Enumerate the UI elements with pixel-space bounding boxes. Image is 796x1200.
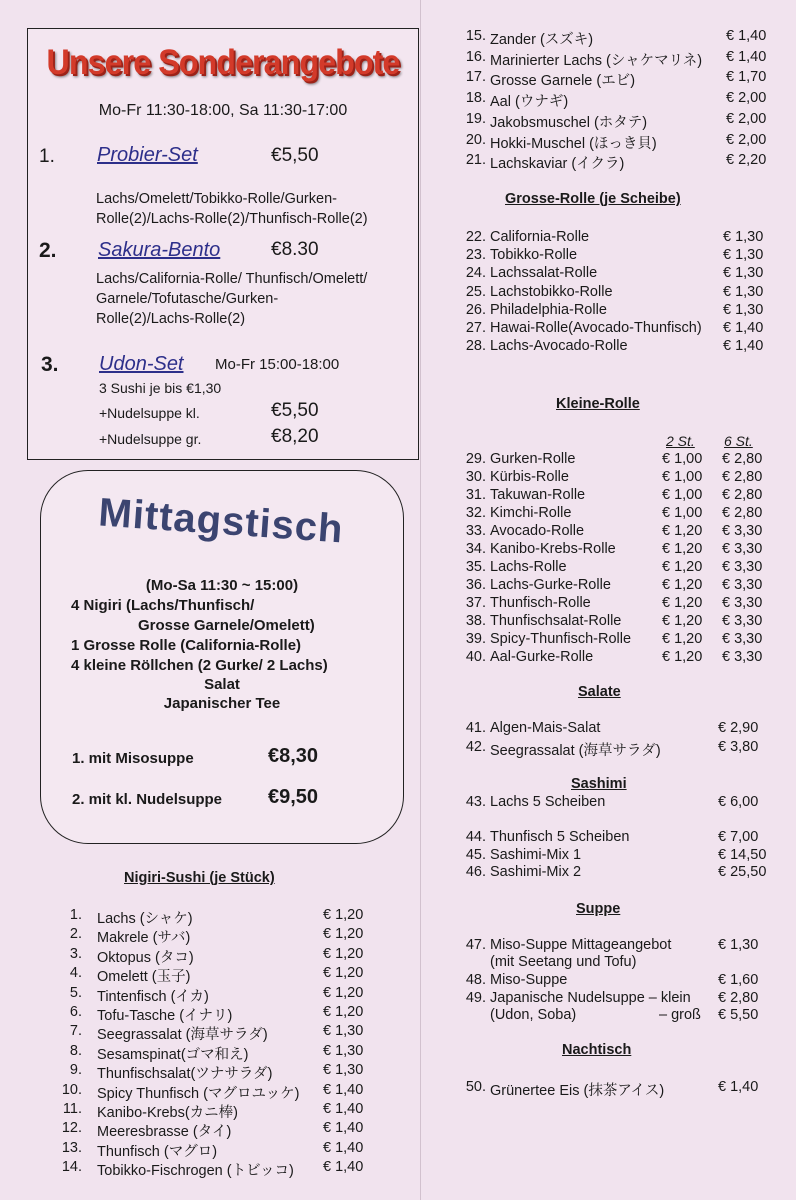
lunch-option-1: 1. mit Misosuppe [72,750,194,767]
grosse-rolle-title: Grosse-Rolle (je Scheibe) [505,191,681,207]
suppe-title: Suppe [576,901,621,917]
list-item: 40. Aal-Gurke-Rolle € 1,20 € 3,30 [465,649,763,665]
list-item: 7. Seegrassalat (海草サラダ) € 1,30 [69,1023,364,1044]
list-item: 19. Jakobsmuschel (ホタテ) € 2,00 [465,110,767,131]
list-item: 4. Omelett (玉子) € 1,20 [69,965,364,986]
list-item: 41. Algen-Mais-Salat € 2,90 [465,720,759,736]
offer-3-option-1-price: €5,50 [271,400,319,421]
offer-2-number: 2. [39,239,57,262]
list-item: 47. Miso-Suppe Mittageangebot € 1,30 [465,937,759,953]
list-item: 37. Thunfisch-Rolle € 1,20 € 3,30 [465,595,763,611]
list-item: 16. Marinierter Lachs (シャケマリネ) € 1,40 [465,48,767,69]
list-item: 38. Thunfischsalat-Rolle € 1,20 € 3,30 [465,613,763,629]
list-item: 20. Hokki-Muschel (ほっき貝) € 2,00 [465,131,767,152]
offer-3-option-2: +Nudelsuppe gr. [99,431,202,447]
list-item: 2. Makrele (サバ) € 1,20 [69,926,364,947]
list-item: 18. Aal (ウナギ) € 2,00 [465,90,767,111]
list-item: 28. Lachs-Avocado-Rolle € 1,40 [465,338,764,355]
page-fold [420,0,421,1200]
list-item: 34. Kanibo-Krebs-Rolle € 1,20 € 3,30 [465,541,763,557]
list-item-sub: (Udon, Soba) – groß € 5,50 [490,1007,759,1023]
list-item: 8. Sesamspinat(ゴマ和え) € 1,30 [69,1042,364,1063]
list-item: 25. Lachstobikko-Rolle € 1,30 [465,283,764,300]
offer-3-number: 3. [41,353,59,376]
offer-3-option-1: +Nudelsuppe kl. [99,405,200,421]
offer-1-desc: Lachs/Omelett/Tobikko-Rolle/Gurken- Rolle(2)/Lachs-Rolle(2)/Thunfisch-Rolle(2) [96,191,368,227]
list-item: 22. California-Rolle € 1,30 [465,229,764,245]
lunch-option-2-price: €9,50 [268,786,319,808]
offer-3-name: Udon-Set [99,353,184,375]
list-item: 9. Thunfischsalat(ツナサラダ) € 1,30 [69,1062,364,1083]
list-item: 26. Philadelphia-Rolle € 1,30 [465,301,764,318]
lunch-option-1-price: €8,30 [268,745,319,767]
list-item: 36. Lachs-Gurke-Rolle € 1,20 € 3,30 [465,577,763,593]
lunch-hours: (Mo-Sa 11:30 ~ 15:00) [145,577,299,594]
nachtisch-title: Nachtisch [562,1042,632,1058]
list-item: 13. Thunfisch (マグロ) € 1,40 [61,1139,364,1160]
offer-3-option-2-price: €8,20 [271,426,319,447]
list-item-sub: (mit Seetang und Tofu) [490,954,637,970]
list-item: 31. Takuwan-Rolle € 1,00 € 2,80 [465,487,763,503]
specials-hours: Mo-Fr 11:30-18:00, Sa 11:30-17:00 [98,102,348,119]
offer-1-name: Probier-Set [97,144,198,166]
list-item: 30. Kürbis-Rolle € 1,00 € 2,80 [465,469,763,485]
lunch-item: 4 Nigiri (Lachs/Thunfisch/ [71,597,255,614]
offer-3-line1: 3 Sushi je bis €1,30 [99,380,222,396]
offer-3-time: Mo-Fr 15:00-18:00 [215,356,340,373]
lunch-item: 4 kleine Röllchen (2 Gurke/ 2 Lachs) [71,657,328,674]
list-item: 11. Kanibo-Krebs(カニ棒) € 1,40 [62,1101,364,1121]
offer-2-name: Sakura-Bento [98,239,221,261]
list-item: 44. Thunfisch 5 Scheiben € 7,00 [465,829,759,845]
list-item: 43. Lachs 5 Scheiben € 6,00 [465,794,759,810]
list-item: 14. Tobikko-Fischrogen (トビッコ) € 1,40 [61,1159,364,1180]
offer-1-price: €5,50 [271,145,319,166]
list-item: 24. Lachssalat-Rolle € 1,30 [465,265,764,282]
lunch-item: Grosse Garnele/Omelett) [138,617,315,634]
list-item: 48. Miso-Suppe € 1,60 [465,972,759,988]
list-item: 33. Avocado-Rolle € 1,20 € 3,30 [465,523,763,539]
list-item: 17. Grosse Garnele (エビ) € 1,70 [465,69,767,90]
list-item: 50. Grünertee Eis (抹茶アイス) € 1,40 [465,1079,759,1099]
offer-2-price: €8.30 [271,239,319,260]
list-item: 5. Tintenfisch (イカ) € 1,20 [69,984,364,1005]
kleine-rolle-title: Kleine-Rolle [556,396,640,412]
kleine-col-6st: 6 St. [724,433,753,449]
list-item: 32. Kimchi-Rolle € 1,00 € 2,80 [465,505,763,521]
list-item: 49. Japanische Nudelsuppe – klein € 2,80 [465,990,759,1006]
list-item: 35. Lachs-Rolle € 1,20 € 3,30 [465,559,763,575]
list-item: 21. Lachskaviar (イクラ) € 2,20 [465,152,767,173]
list-item: 23. Tobikko-Rolle € 1,30 [465,247,764,264]
list-item: 46. Sashimi-Mix 2 € 25,50 [465,864,767,880]
list-item: 42. Seegrassalat (海草サラダ) € 3,80 [465,739,759,759]
list-item: 15. Zander (スズキ) € 1,40 [465,28,767,48]
lunch-item: Salat [204,676,240,693]
list-item: 27. Hawai-Rolle(Avocado-Thunfisch) € 1,40 [465,320,764,336]
lunch-box [40,470,404,844]
sashimi-title: Sashimi [571,776,627,792]
lunch-title: Mittagstisch [97,490,345,552]
lunch-item: 1 Grosse Rolle (California-Rolle) [71,637,302,654]
offer-1-number: 1. [39,146,55,167]
offer-2-desc: Lachs/California-Rolle/ Thunfisch/Omelett/ Garnele/Tofutasche/Gurken- Rolle(2)/Lachs-Rolle(2) [96,271,368,327]
nigiri-title: Nigiri-Sushi (je Stück) [124,870,275,886]
list-item: 29. Gurken-Rolle € 1,00 € 2,80 [465,451,763,467]
list-item: 12. Meeresbrasse (タイ) € 1,40 [61,1120,364,1141]
kleine-col-2st: 2 St. [666,433,695,449]
list-item: 45. Sashimi-Mix 1 € 14,50 [465,847,767,863]
lunch-item: Japanischer Tee [163,695,281,712]
list-item: 6. Tofu-Tasche (イナリ) € 1,20 [69,1004,364,1024]
specials-title: Unsere Sonderangebote [46,43,400,82]
list-item: 10. Spicy Thunfisch (マグロユッケ) € 1,40 [61,1081,364,1102]
list-item: 3. Oktopus (タコ) € 1,20 [69,945,364,966]
lunch-option-2: 2. mit kl. Nudelsuppe [72,791,223,808]
salate-title: Salate [578,684,621,700]
list-item: 1. Lachs (シャケ) € 1,20 [69,907,364,927]
list-item: 39. Spicy-Thunfisch-Rolle € 1,20 € 3,30 [465,631,763,647]
specials-box [27,28,419,460]
